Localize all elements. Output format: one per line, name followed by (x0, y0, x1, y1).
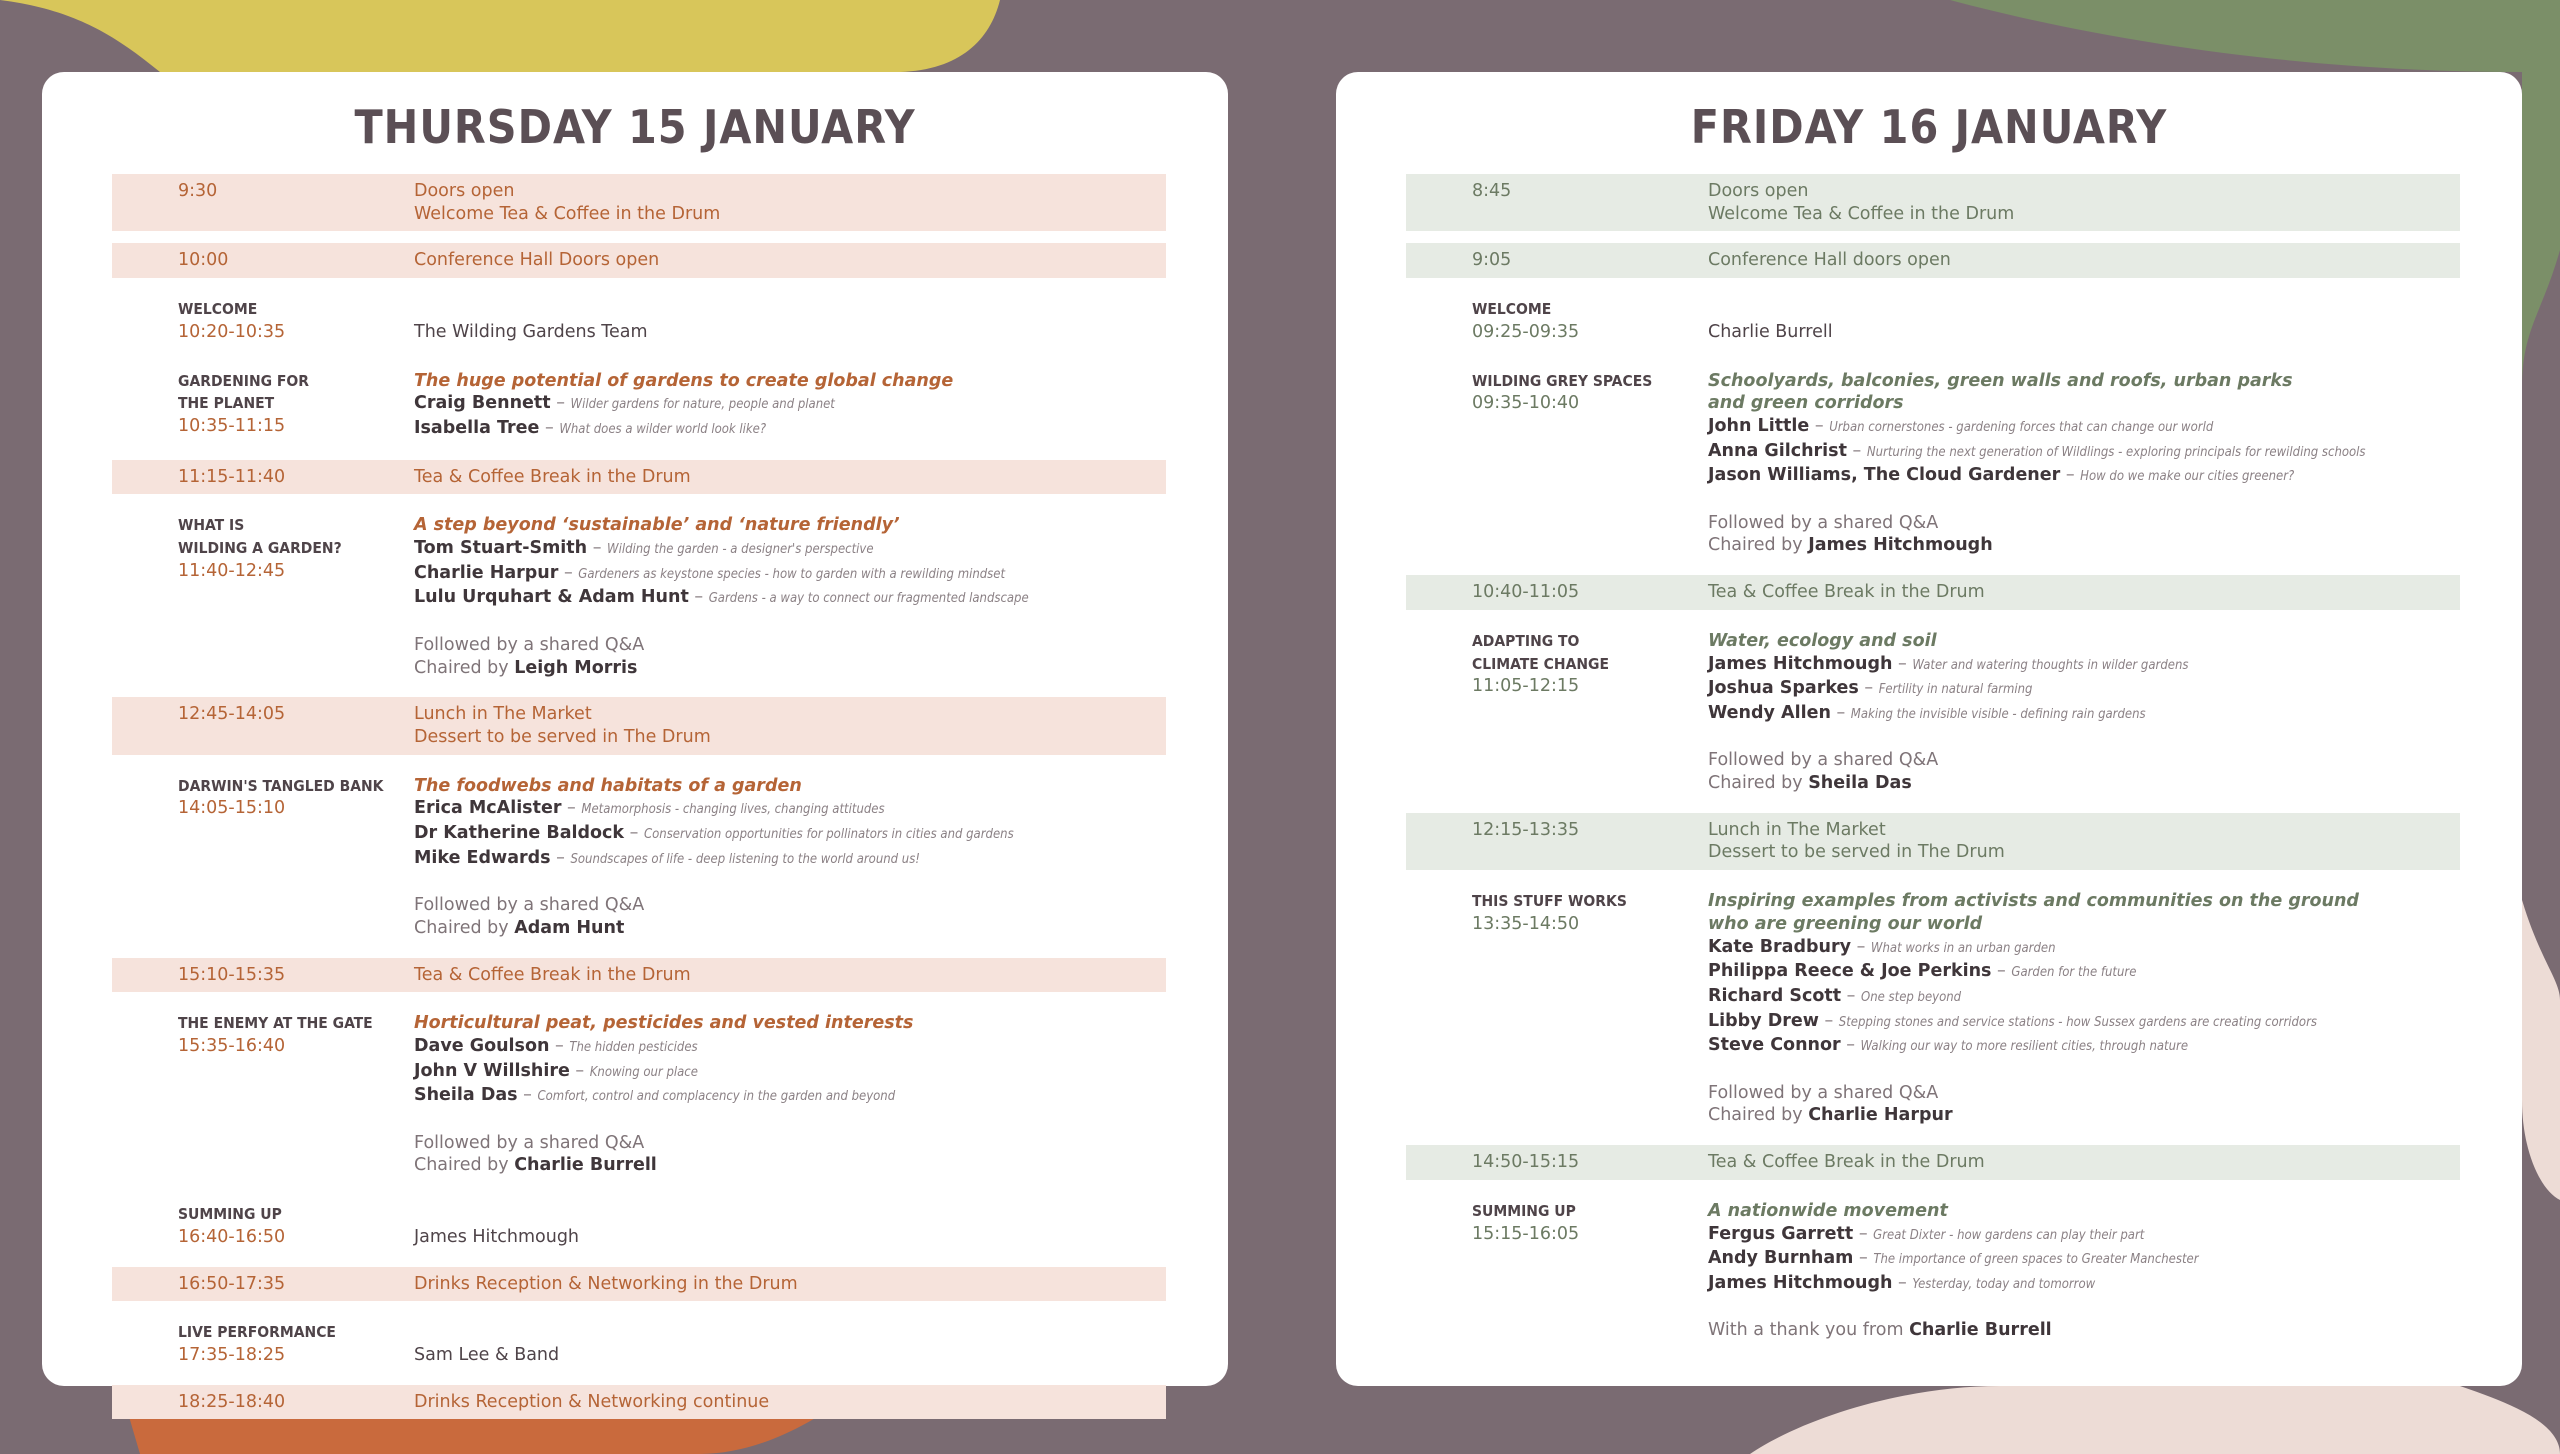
talk-description: How do we make our cities greener? (2080, 469, 2295, 485)
speaker-line (1708, 677, 2460, 702)
session-detail-column (1708, 630, 2460, 795)
time-column (1406, 180, 1708, 225)
spacer (414, 1109, 1166, 1132)
time: 15:10-15:35 (178, 964, 286, 985)
chair-name: James Hitchmough (1808, 535, 1993, 556)
separator: – (587, 538, 608, 559)
time: 9:30 (178, 181, 218, 201)
qa-note: Followed by a shared Q&A (414, 634, 645, 655)
session-row (112, 1004, 1166, 1195)
speaker-line (1708, 653, 2460, 678)
session-label-column (112, 298, 414, 343)
presenter: Sam Lee & Band (414, 1344, 560, 1365)
talk-description: One step beyond (1861, 989, 1962, 1005)
talk-description: Wilding the garden - a designer's perspective (607, 542, 874, 558)
session-label: WELCOME (178, 300, 258, 319)
speaker-line (414, 1084, 1166, 1109)
event-text: Welcome Tea & Coffee in the Drum (1708, 203, 2015, 224)
talk-description: Metamorphosis - changing lives, changing attitudes (581, 802, 885, 818)
session-time: 11:40-12:45 (178, 560, 286, 581)
spacer (1708, 727, 2460, 750)
separator: – (569, 1060, 590, 1081)
session-detail-column (1708, 370, 2460, 558)
separator: – (550, 847, 571, 868)
event-text: Lunch in The Market (414, 704, 592, 725)
session-title: Inspiring examples from activists and communities on the ground (1708, 891, 2359, 912)
spacer (414, 871, 1166, 894)
session-time: 11:05-12:15 (1472, 676, 1580, 697)
chair-name: Charlie Burrell (514, 1155, 657, 1176)
separator: – (1853, 1248, 1874, 1269)
speaker-line (414, 1035, 1166, 1060)
session-row (1406, 362, 2460, 576)
event-column (414, 466, 1166, 489)
schedule-band-row (1406, 174, 2460, 231)
session-label-column (1406, 370, 1708, 558)
separator: – (1830, 702, 1851, 723)
separator: – (517, 1085, 538, 1106)
speaker-name: Anna Gilchrist (1708, 440, 1847, 461)
session-row (1406, 882, 2460, 1145)
separator: – (550, 393, 571, 414)
separator: – (1840, 1035, 1861, 1056)
session-label: WILDING A GARDEN? (178, 539, 342, 558)
talk-description: Great Dixter - how gardens can play their part (1873, 1227, 2145, 1243)
chair-line (414, 1154, 1166, 1177)
session-label: WHAT IS (178, 516, 245, 535)
event-column (414, 1273, 1166, 1296)
qa-note: Followed by a shared Q&A (1708, 750, 1939, 771)
session-label: WILDING GREY SPACES (1472, 371, 1653, 390)
qa-note: Followed by a shared Q&A (414, 1132, 645, 1153)
separator: – (1818, 1010, 1839, 1031)
session-title: and green corridors (1708, 393, 1904, 414)
session-label-column (112, 1012, 414, 1177)
talk-description: Fertility in natural farming (1878, 682, 2033, 698)
spacer (414, 1321, 1166, 1344)
schedule-band-row (112, 1267, 1166, 1302)
speaker-name: Mike Edwards (414, 847, 551, 868)
chair-prefix: Chaired by (414, 917, 515, 938)
separator: – (688, 587, 709, 608)
spacer (1708, 1059, 2460, 1082)
time: 12:15-13:35 (1472, 819, 1580, 840)
thursday-heading: THURSDAY 15 JANUARY (354, 100, 916, 154)
qa-note: Followed by a shared Q&A (1708, 1082, 1939, 1103)
talk-description: Stepping stones and service stations - how Sussex gardens are creating corridors (1838, 1014, 2317, 1030)
separator: – (1892, 1272, 1913, 1293)
session-detail-column (414, 1203, 1166, 1248)
chair-prefix: Chaired by (414, 657, 515, 678)
time-column (1406, 1151, 1708, 1174)
talk-description: Nurturing the next generation of Wildlings - exploring principals for rewilding schools (1866, 444, 2366, 460)
schedule-band-row (112, 697, 1166, 754)
event-text: Doors open (414, 181, 515, 201)
spacer (414, 611, 1166, 634)
event-text: Dessert to be served in The Drum (1708, 842, 2005, 863)
speaker-name: John Little (1708, 415, 1810, 436)
session-title: Water, ecology and soil (1708, 630, 1937, 651)
schedule-band-row (112, 1385, 1166, 1420)
talk-description: Comfort, control and complacency in the garden and beyond (537, 1089, 896, 1105)
talk-description: The importance of green spaces to Greater Manchester (1873, 1252, 2199, 1268)
time: 8:45 (1472, 181, 1512, 201)
session-row (1406, 1192, 2460, 1360)
session-label: CLIMATE CHANGE (1472, 654, 1610, 673)
chair-line (1708, 772, 2460, 795)
separator: – (624, 823, 644, 844)
speaker-name: John V Willshire (414, 1060, 570, 1081)
session-label-column (1406, 890, 1708, 1127)
session-label: SUMMING UP (1472, 1201, 1576, 1220)
chair-line (414, 657, 1166, 680)
spacer (414, 298, 1166, 321)
speaker-name: James Hitchmough (1708, 1272, 1893, 1293)
session-row (112, 506, 1166, 697)
session-row (112, 290, 1166, 361)
schedule-band-row (1406, 575, 2460, 610)
time: 16:50-17:35 (178, 1273, 286, 1294)
event-column (414, 1391, 1166, 1414)
time-column (1406, 819, 1708, 864)
session-time: 10:35-11:15 (178, 415, 286, 436)
time: 14:50-15:15 (1472, 1152, 1580, 1173)
speaker-line (1708, 936, 2460, 961)
chair-name: Leigh Morris (514, 657, 638, 678)
separator: – (1991, 961, 2012, 982)
session-title: The huge potential of gardens to create global change (414, 370, 954, 391)
talk-description: Soundscapes of life - deep listening to the world around us! (570, 851, 920, 867)
chair-prefix: Chaired by (414, 1155, 515, 1176)
spacer (414, 1203, 1166, 1226)
event-column (1708, 819, 2460, 864)
speaker-line (414, 417, 1166, 442)
event-text: Drinks Reception & Networking in the Drum (414, 1273, 798, 1294)
speaker-name: Richard Scott (1708, 985, 1842, 1006)
spacer (1708, 489, 2460, 512)
speaker-name: Wendy Allen (1708, 702, 1831, 723)
thanks-prefix: With a thank you from (1708, 1320, 1910, 1341)
speaker-name: Kate Bradbury (1708, 936, 1852, 957)
session-row (112, 1313, 1166, 1384)
speaker-line (1708, 415, 2460, 440)
speaker-name: Jason Williams, The Cloud Gardener (1708, 465, 2061, 486)
time-column (112, 249, 414, 272)
session-row (1406, 622, 2460, 813)
spacer (1708, 298, 2460, 321)
speaker-line (414, 537, 1166, 562)
session-label-column (112, 775, 414, 940)
chair-prefix: Chaired by (1708, 773, 1809, 794)
speaker-name: Lulu Urquhart & Adam Hunt (414, 587, 689, 608)
speaker-line (1708, 1272, 2460, 1297)
speaker-name: Joshua Sparkes (1708, 678, 1859, 699)
spacer (1708, 1297, 2460, 1320)
speaker-line (414, 586, 1166, 611)
session-time: 15:15-16:05 (1472, 1223, 1580, 1244)
speaker-line (414, 1060, 1166, 1085)
session-time: 16:40-16:50 (178, 1226, 286, 1247)
separator: – (2060, 465, 2081, 486)
session-time: 15:35-16:40 (178, 1035, 286, 1056)
event-text: Lunch in The Market (1708, 819, 1886, 840)
thursday-card (42, 72, 1228, 1412)
time-column (112, 466, 414, 489)
speaker-name: Andy Burnham (1708, 1248, 1854, 1269)
session-title: A step beyond ‘sustainable’ and ‘nature friendly’ (414, 515, 900, 536)
event-text: Welcome Tea & Coffee in the Drum (414, 203, 721, 224)
session-label: ADAPTING TO (1472, 631, 1580, 650)
thanks-line (1708, 1319, 2460, 1342)
speaker-name: James Hitchmough (1708, 653, 1893, 674)
session-label-column (112, 514, 414, 679)
event-column (414, 703, 1166, 748)
speaker-line (414, 822, 1166, 847)
speaker-line (1708, 464, 2460, 489)
speaker-line (1708, 1247, 2460, 1272)
event-text: Tea & Coffee Break in the Drum (1708, 582, 1985, 603)
speaker-line (1708, 960, 2460, 985)
session-title: Schoolyards, balconies, green walls and roofs, urban parks (1708, 370, 2293, 391)
talk-description: The hidden pesticides (569, 1039, 698, 1055)
schedule-band-row (1406, 243, 2460, 278)
event-column (1708, 180, 2460, 225)
presenter: James Hitchmough (414, 1226, 580, 1247)
time-column (112, 964, 414, 987)
event-text: Conference Hall doors open (1708, 250, 1951, 271)
event-column (1708, 581, 2460, 604)
separator: – (1853, 1223, 1874, 1244)
session-detail-column (414, 370, 1166, 442)
speaker-name: Isabella Tree (414, 417, 540, 438)
separator: – (1858, 678, 1879, 699)
time: 12:45-14:05 (178, 704, 286, 725)
time: 18:25-18:40 (178, 1391, 286, 1412)
event-column (1708, 249, 2460, 272)
schedule-band-row (112, 243, 1166, 278)
thanks-name: Charlie Burrell (1909, 1320, 2052, 1341)
chair-prefix: Chaired by (1708, 535, 1809, 556)
speaker-name: Fergus Garrett (1708, 1223, 1854, 1244)
session-row (1406, 290, 2460, 361)
time-column (1406, 249, 1708, 272)
talk-description: Walking our way to more resilient cities, through nature (1860, 1039, 2189, 1055)
talk-description: Knowing our place (589, 1064, 698, 1080)
separator: – (561, 798, 582, 819)
session-label-column (112, 1321, 414, 1366)
time-column (112, 180, 414, 225)
session-detail-column (414, 1012, 1166, 1177)
separator: – (1809, 415, 1830, 436)
session-label: THE PLANET (178, 394, 275, 413)
speaker-name: Craig Bennett (414, 393, 551, 414)
separator: – (1892, 653, 1913, 674)
friday-schedule (1406, 174, 2460, 1360)
time: 9:05 (1472, 250, 1512, 271)
session-label: LIVE PERFORMANCE (178, 1323, 336, 1342)
speaker-name: Dave Goulson (414, 1035, 550, 1056)
event-column (1708, 1151, 2460, 1174)
time-column (112, 1391, 414, 1414)
talk-description: What works in an urban garden (1870, 940, 2056, 956)
session-label-column (1406, 630, 1708, 795)
separator: – (558, 562, 579, 583)
talk-description: Yesterday, today and tomorrow (1912, 1276, 2096, 1292)
chair-line (414, 917, 1166, 940)
session-time: 13:35-14:50 (1472, 913, 1580, 934)
talk-description: Gardeners as keystone species - how to garden with a rewilding mindset (578, 566, 1006, 582)
speaker-name: Steve Connor (1708, 1035, 1841, 1056)
friday-heading: FRIDAY 16 JANUARY (1690, 100, 2168, 154)
event-text: Tea & Coffee Break in the Drum (414, 466, 691, 487)
session-detail-column (414, 298, 1166, 343)
chair-line (1708, 1104, 2460, 1127)
separator: – (539, 417, 560, 438)
session-time: 10:20-10:35 (178, 321, 286, 342)
schedule-band-row (112, 174, 1166, 231)
time-column (112, 1273, 414, 1296)
event-text: Drinks Reception & Networking continue (414, 1391, 770, 1412)
event-text: Dessert to be served in The Drum (414, 726, 711, 747)
separator: – (1841, 985, 1861, 1006)
session-label: THIS STUFF WORKS (1472, 892, 1627, 911)
session-label: SUMMING UP (178, 1205, 282, 1224)
talk-description: Gardens - a way to connect our fragmented landscape (708, 591, 1029, 607)
speaker-line (414, 392, 1166, 417)
speaker-name: Dr Katherine Baldock (414, 823, 625, 844)
session-detail-column (414, 1321, 1166, 1366)
speaker-line (1708, 985, 2460, 1010)
event-text: Doors open (1708, 181, 1809, 201)
session-row (112, 1195, 1166, 1266)
session-title: Horticultural peat, pesticides and vested interests (414, 1013, 914, 1034)
qa-note: Followed by a shared Q&A (414, 895, 645, 916)
session-row (112, 362, 1166, 460)
session-detail-column (414, 514, 1166, 679)
session-label: DARWIN'S TANGLED BANK (178, 776, 384, 795)
event-column (414, 249, 1166, 272)
schedule-band-row (1406, 813, 2460, 870)
session-time: 17:35-18:25 (178, 1344, 286, 1365)
speaker-line (1708, 440, 2460, 465)
speaker-name: Philippa Reece & Joe Perkins (1708, 961, 1992, 982)
session-detail-column (1708, 1200, 2460, 1342)
session-time: 09:25-09:35 (1472, 321, 1580, 342)
time-column (1406, 581, 1708, 604)
speaker-line (414, 562, 1166, 587)
session-row (112, 767, 1166, 958)
session-label: THE ENEMY AT THE GATE (178, 1014, 373, 1033)
session-time: 09:35-10:40 (1472, 393, 1580, 414)
presenter: The Wilding Gardens Team (414, 321, 648, 342)
session-detail-column (414, 775, 1166, 940)
time: 10:40-11:05 (1472, 582, 1580, 603)
chair-name: Sheila Das (1808, 773, 1912, 794)
session-detail-column (1708, 298, 2460, 343)
talk-description: Garden for the future (2011, 965, 2137, 981)
chair-name: Charlie Harpur (1808, 1105, 1953, 1126)
chair-line (1708, 534, 2460, 557)
qa-note: Followed by a shared Q&A (1708, 512, 1939, 533)
speaker-name: Erica McAlister (414, 798, 562, 819)
schedule-band-row (112, 460, 1166, 495)
speaker-line (1708, 1034, 2460, 1059)
session-label-column (1406, 1200, 1708, 1342)
talk-description: Conservation opportunities for pollinators in cities and gardens (643, 827, 1014, 843)
talk-description: Wilder gardens for nature, people and planet (570, 397, 835, 413)
schedule-band-row (1406, 1145, 2460, 1180)
separator: – (549, 1035, 570, 1056)
session-title: who are greening our world (1708, 913, 1983, 934)
speaker-name: Tom Stuart-Smith (414, 538, 588, 559)
talk-description: What does a wilder world look like? (559, 421, 767, 437)
thursday-schedule (112, 174, 1166, 1431)
session-label-column (112, 1203, 414, 1248)
speaker-name: Libby Drew (1708, 1010, 1819, 1031)
session-time: 14:05-15:10 (178, 798, 286, 819)
speaker-name: Charlie Harpur (414, 562, 559, 583)
talk-description: Water and watering thoughts in wilder gardens (1912, 657, 2189, 673)
speaker-name: Sheila Das (414, 1085, 518, 1106)
event-text: Tea & Coffee Break in the Drum (414, 964, 691, 985)
separator: – (1846, 440, 1867, 461)
separator: – (1851, 936, 1871, 957)
time: 11:15-11:40 (178, 466, 286, 487)
session-label: WELCOME (1472, 300, 1552, 319)
presenter: Charlie Burrell (1708, 321, 1833, 342)
speaker-line (414, 847, 1166, 872)
speaker-line (1708, 1223, 2460, 1248)
time: 10:00 (178, 250, 229, 271)
session-title: A nationwide movement (1708, 1200, 1948, 1221)
event-text: Conference Hall Doors open (414, 250, 660, 271)
speaker-line (414, 797, 1166, 822)
talk-description: Urban cornerstones - gardening forces that can change our world (1829, 419, 2214, 435)
talk-description: Making the invisible visible - defining rain gardens (1850, 706, 2146, 722)
friday-card (1336, 72, 2522, 1386)
event-column (414, 964, 1166, 987)
session-title: The foodwebs and habitats of a garden (414, 775, 802, 796)
speaker-line (1708, 702, 2460, 727)
chair-prefix: Chaired by (1708, 1105, 1809, 1126)
session-label-column (1406, 298, 1708, 343)
event-column (414, 180, 1166, 225)
time-column (112, 703, 414, 748)
speaker-line (1708, 1010, 2460, 1035)
event-text: Tea & Coffee Break in the Drum (1708, 1152, 1985, 1173)
chair-name: Adam Hunt (514, 917, 625, 938)
session-label-column (112, 370, 414, 442)
schedule-band-row (112, 958, 1166, 993)
session-detail-column (1708, 890, 2460, 1127)
session-label: GARDENING FOR (178, 371, 310, 390)
